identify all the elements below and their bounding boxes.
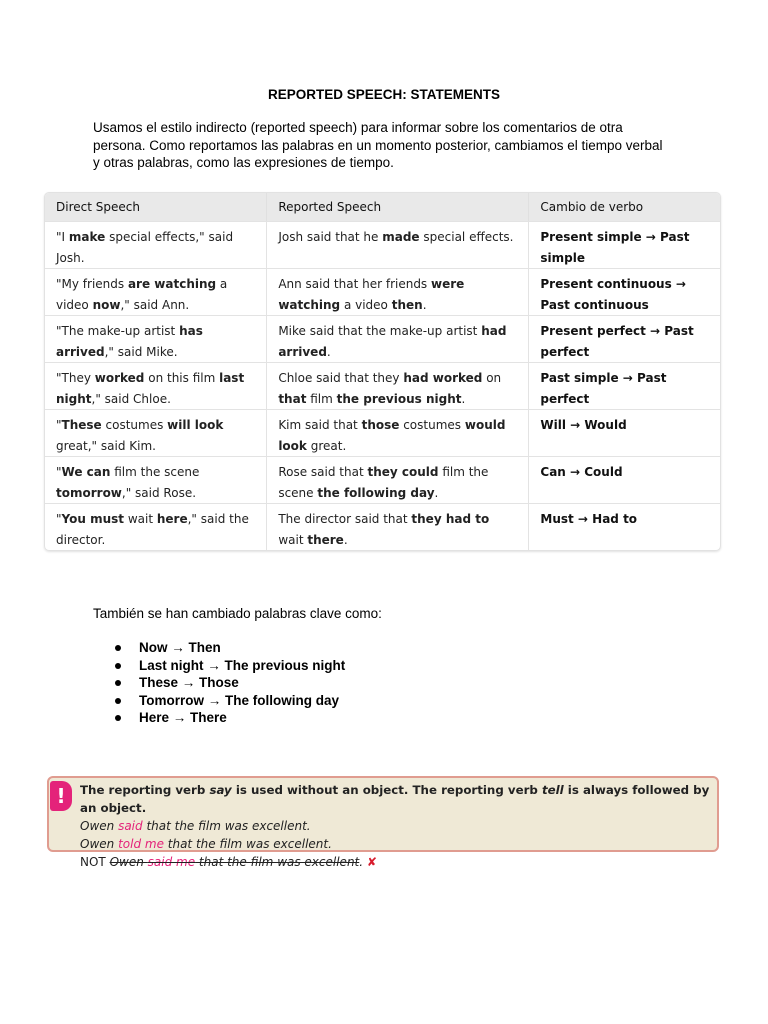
reported-speech-table [44,192,721,551]
reported-speech-cell: Chloe said that they had worked on that film the previous night. [267,362,529,409]
list-item: Here → There [115,709,345,727]
direct-speech-cell: "These costumes will look great," said Kim. [45,409,267,456]
header-verb-change: Cambio de verbo [529,193,720,221]
direct-speech-cell: "I make special effects," said Josh. [45,221,267,268]
table-body [45,221,720,550]
note-example-correct-say: Owen said that the film was excellent. [80,819,311,833]
note-example-correct-tell: Owen told me that the film was excellent. [80,837,332,851]
key-words-intro: También se han cambiado palabras clave como: [93,606,382,621]
note-rule: The reporting verb say is used without an object. The reporting verb tell is always followed by an object. [80,783,710,815]
grammar-note-box [47,776,719,869]
direct-speech-cell: "The make-up artist has arrived," said Mike. [45,315,267,362]
table-row [45,315,720,362]
table-row [45,409,720,456]
note-content [80,781,717,871]
table-row [45,221,720,268]
page-title: REPORTED SPEECH: STATEMENTS [267,87,501,102]
direct-speech-cell: "My friends are watching a video now," said Ann. [45,268,267,315]
direct-speech-cell: "You must wait here," said the director. [45,503,267,550]
reported-speech-cell: Kim said that those costumes would look great. [267,409,529,456]
list-item: These → Those [115,674,345,692]
header-direct-speech: Direct Speech [45,193,267,221]
intro-paragraph: Usamos el estilo indirecto (reported speech) para informar sobre los comentarios de otra persona. Como reportamos las palabras en un momento posterior, cambiamos el tiempo verbal y otras palabras, como las expresiones de tiempo. [93,120,663,170]
cross-icon: ✘ [366,855,377,869]
table-row [45,268,720,315]
key-words-list [115,639,345,727]
reported-speech-cell: Ann said that her friends were watching a video then. [267,268,529,315]
verb-change-cell: Past simple → Past perfect [529,362,720,409]
verb-change-cell: Present continuous → Past continuous [529,268,720,315]
verb-change-cell: Can → Could [529,456,720,503]
verb-change-cell: Present simple → Past simple [529,221,720,268]
list-item: Last night → The previous night [115,657,345,675]
reported-speech-cell: Josh said that he made special effects. [267,221,529,268]
direct-speech-cell: "We can film the scene tomorrow," said Rose. [45,456,267,503]
direct-speech-cell: "They worked on this film last night," said Chloe. [45,362,267,409]
reported-speech-cell: Rose said that they could film the scene the following day. [267,456,529,503]
table-row [45,362,720,409]
list-item: Now → Then [115,639,345,657]
verb-change-cell: Must → Had to [529,503,720,550]
note-example-incorrect: NOT Owen said me that the film was excellent. ✘ [80,855,377,869]
table-row [45,503,720,550]
table-row [45,456,720,503]
reported-speech-cell: The director said that they had to wait there. [267,503,529,550]
list-item: Tomorrow → The following day [115,692,345,710]
table-header-row [45,193,720,221]
verb-change-cell: Will → Would [529,409,720,456]
exclamation-icon: ! [50,781,72,811]
reported-speech-cell: Mike said that the make-up artist had arrived. [267,315,529,362]
verb-change-cell: Present perfect → Past perfect [529,315,720,362]
header-reported-speech: Reported Speech [267,193,529,221]
